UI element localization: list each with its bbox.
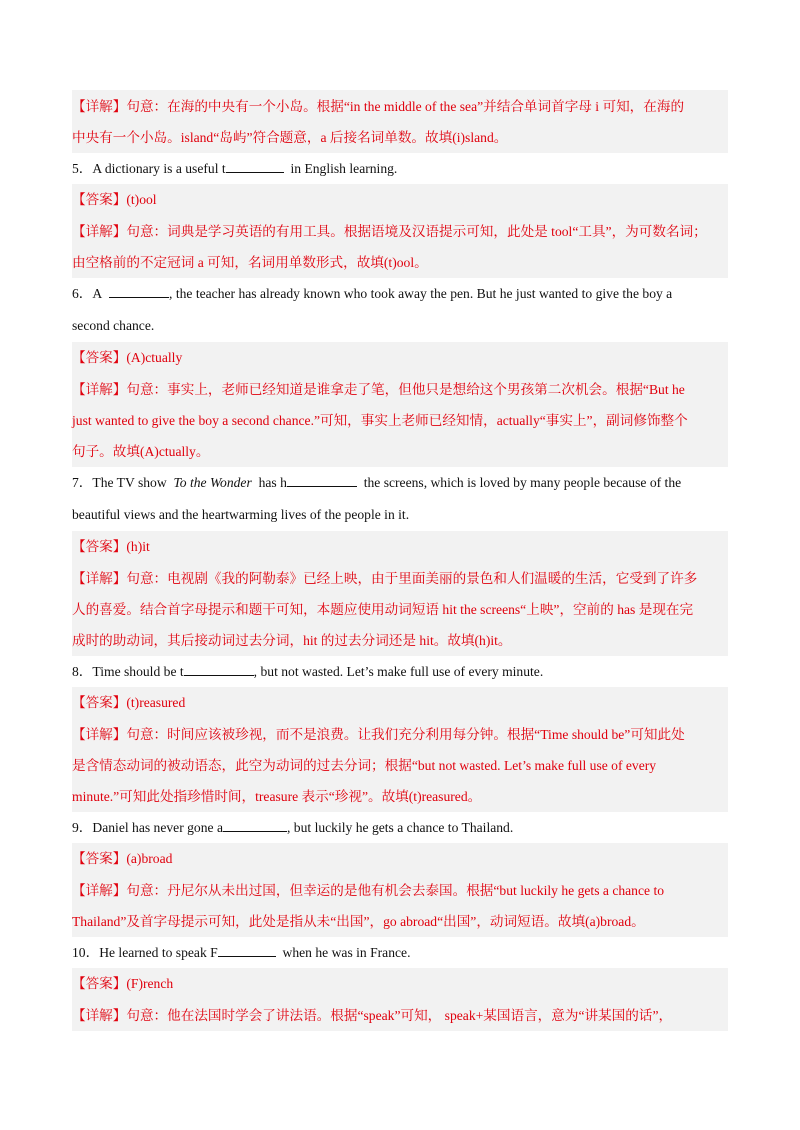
detail-box [72, 90, 728, 153]
answer-line: 【答案】(t)ool [72, 192, 157, 207]
answer-blank [218, 944, 276, 957]
question: 6．A , the teacher has already known who took away the pen. But he just wanted to give the boy a [72, 286, 673, 301]
answer-box [72, 531, 728, 562]
question-number: 5． [72, 161, 93, 176]
question: 10．He learned to speak F when he was in France. [72, 945, 411, 960]
answer-box [72, 843, 728, 874]
question-number: 9． [72, 820, 93, 835]
question: 8．Time should be t , but not wasted. Let’s make full use of every minute. [72, 664, 544, 679]
answer-box [72, 968, 728, 999]
document-page [72, 90, 728, 1031]
detail-line: Thailand”及首字母提示可知，此处是指从未“出国”，go abroad“出国”，动词短语。故填(a)broad。 [72, 914, 645, 929]
question-line: beautiful views and the heartwarming lives of the people in it. [72, 507, 410, 522]
detail-line: 是含情态动词的被动语态，此空为动词的过去分词；根据“but not wasted. Let’s make full use of every [72, 758, 657, 773]
detail-line: 【详解】句意：在海的中央有一个小岛。根据“in the middle of the sea”并结合单词首字母 i 可知，在海的 [72, 99, 685, 114]
detail-box [72, 562, 728, 656]
answer-line: 【答案】(A)ctually [72, 350, 183, 365]
detail-line: just wanted to give the boy a second chance.”可知，事实上老师已经知情，actually“事实上”，副词修饰整个 [72, 413, 688, 428]
question-number: 10． [72, 945, 100, 960]
answer-line: 【答案】(h)it [72, 539, 150, 554]
answer-box [72, 342, 728, 373]
detail-line: 【详解】句意：事实上，老师已经知道是谁拿走了笔，但他只是想给这个男孩第二次机会。根据“But he [72, 382, 685, 397]
detail-box [72, 874, 728, 937]
question-number: 7． [72, 475, 93, 490]
show-title: To the Wonder [173, 475, 252, 490]
detail-line: 【详解】句意：他在法国时学会了讲法语。根据“speak”可知， speak+某国语言，意为“讲某国的话”， [72, 1008, 673, 1023]
answer-blank [287, 474, 357, 487]
detail-box [72, 718, 728, 812]
answer-blank [223, 819, 287, 832]
detail-line: 中央有一个小岛。island“岛屿”符合题意，a 后接名词单数。故填(i)sland。 [72, 130, 508, 145]
answer-line: 【答案】(a)broad [72, 851, 173, 866]
detail-line: minute.”可知此处指珍惜时间，treasure 表示“珍视”。故填(t)reasured。 [72, 789, 482, 804]
question: 7．The TV show To the Wonder has h the screens, which is loved by many people because of the [72, 475, 682, 490]
detail-line: 人的喜爱。结合首字母提示和题干可知，本题应使用动词短语 hit the screens“上映”，空前的 has 是现在完 [72, 602, 694, 617]
detail-box [72, 373, 728, 467]
detail-box [72, 999, 728, 1031]
answer-box [72, 687, 728, 718]
question-number: 8． [72, 664, 93, 679]
detail-line: 由空格前的不定冠词 a 可知，名词用单数形式，故填(t)ool。 [72, 255, 428, 270]
answer-line: 【答案】(F)rench [72, 976, 174, 991]
answer-box [72, 184, 728, 215]
detail-line: 成时的助动词，其后接动词过去分词，hit 的过去分词还是 hit。故填(h)it。 [72, 633, 512, 648]
question-number: 6． [72, 286, 93, 301]
detail-line: 【详解】句意：词典是学习英语的有用工具。根据语境及汉语提示可知，此处是 tool“工具”，为可数名词； [72, 224, 707, 239]
detail-line: 【详解】句意：丹尼尔从未出过国，但幸运的是他有机会去泰国。根据“but luckily he gets a chance to [72, 883, 665, 898]
detail-line: 句子。故填(A)ctually。 [72, 444, 210, 459]
detail-line: 【详解】句意：电视剧《我的阿勒泰》已经上映，由于里面美丽的景色和人们温暖的生活，它受到了许多 [72, 571, 698, 586]
question-line: second chance. [72, 318, 155, 333]
detail-box [72, 215, 728, 278]
question: 5．A dictionary is a useful t in English learning. [72, 161, 398, 176]
answer-blank [109, 285, 169, 298]
detail-line: 【详解】句意：时间应该被珍视，而不是浪费。让我们充分利用每分钟。根据“Time should be”可知此处 [72, 727, 685, 742]
answer-blank [226, 160, 284, 173]
question: 9．Daniel has never gone a , but luckily he gets a chance to Thailand. [72, 820, 514, 835]
answer-line: 【答案】(t)reasured [72, 695, 186, 710]
answer-blank [184, 663, 254, 676]
